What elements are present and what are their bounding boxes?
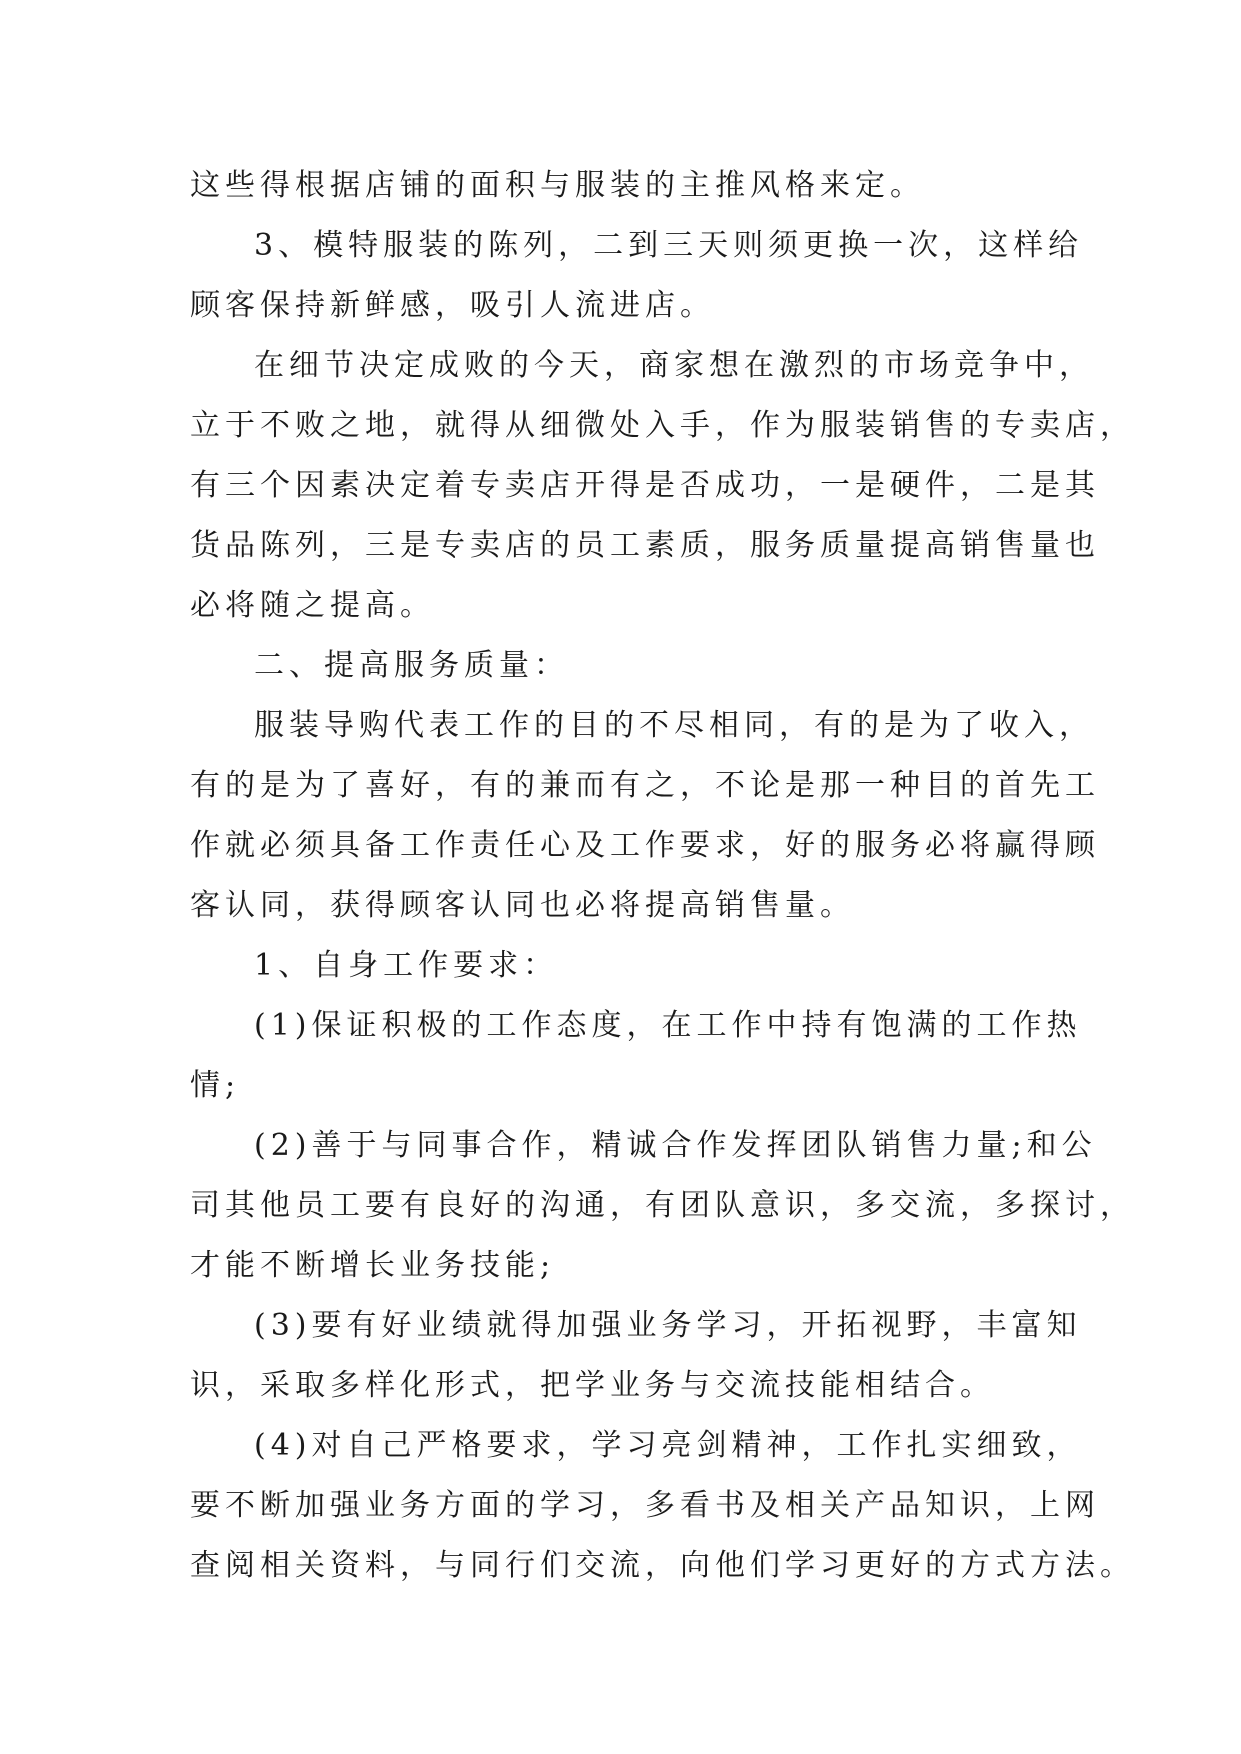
text-line: 查阅相关资料，与同行们交流，向他们学习更好的方式方法。 <box>190 1548 1135 1583</box>
text-line: 才能不断增长业务技能; <box>190 1248 556 1283</box>
text-line: (1)保证积极的工作态度，在工作中持有饱满的工作热 <box>254 1008 1082 1043</box>
text-line: 作就必须具备工作责任心及工作要求，好的服务必将赢得顾 <box>190 828 1100 863</box>
text-line: 有的是为了喜好，有的兼而有之，不论是那一种目的首先工 <box>190 768 1100 803</box>
text-line: 货品陈列，三是专卖店的员工素质，服务质量提高销售量也 <box>190 528 1100 563</box>
text-line: 有三个因素决定着专卖店开得是否成功，一是硬件，二是其 <box>190 468 1100 503</box>
document-body <box>190 156 1135 1596</box>
text-line: 必将随之提高。 <box>190 588 435 623</box>
text-line: (3)要有好业绩就得加强业务学习，开拓视野，丰富知 <box>254 1308 1082 1343</box>
subsection-heading: 1、自身工作要求： <box>254 948 559 983</box>
text-line: 情; <box>190 1068 241 1103</box>
text-line: 这些得根据店铺的面积与服装的主推风格来定。 <box>190 168 925 203</box>
text-line: 立于不败之地，就得从细微处入手，作为服装销售的专卖店， <box>190 408 1135 443</box>
text-line: 司其他员工要有良好的沟通，有团队意识，多交流，多探讨， <box>190 1188 1135 1223</box>
text-line: 客认同，获得顾客认同也必将提高销售量。 <box>190 888 855 923</box>
text-line: 在细节决定成败的今天，商家想在激烈的市场竞争中， <box>254 348 1094 383</box>
text-line: 识，采取多样化形式，把学业务与交流技能相结合。 <box>190 1368 995 1403</box>
text-line: 服装导购代表工作的目的不尽相同，有的是为了收入， <box>254 708 1094 743</box>
text-line: (2)善于与同事合作，精诚合作发挥团队销售力量;和公 <box>254 1128 1097 1163</box>
section-heading: 二、提高服务质量： <box>254 648 569 683</box>
text-line: (4)对自己严格要求，学习亮剑精神，工作扎实细致， <box>254 1428 1082 1463</box>
text-line: 要不断加强业务方面的学习，多看书及相关产品知识，上网 <box>190 1488 1100 1523</box>
text-line: 顾客保持新鲜感，吸引人流进店。 <box>190 288 715 323</box>
text-line: 3、模特服装的陈列，二到三天则须更换一次，这样给 <box>254 228 1084 263</box>
